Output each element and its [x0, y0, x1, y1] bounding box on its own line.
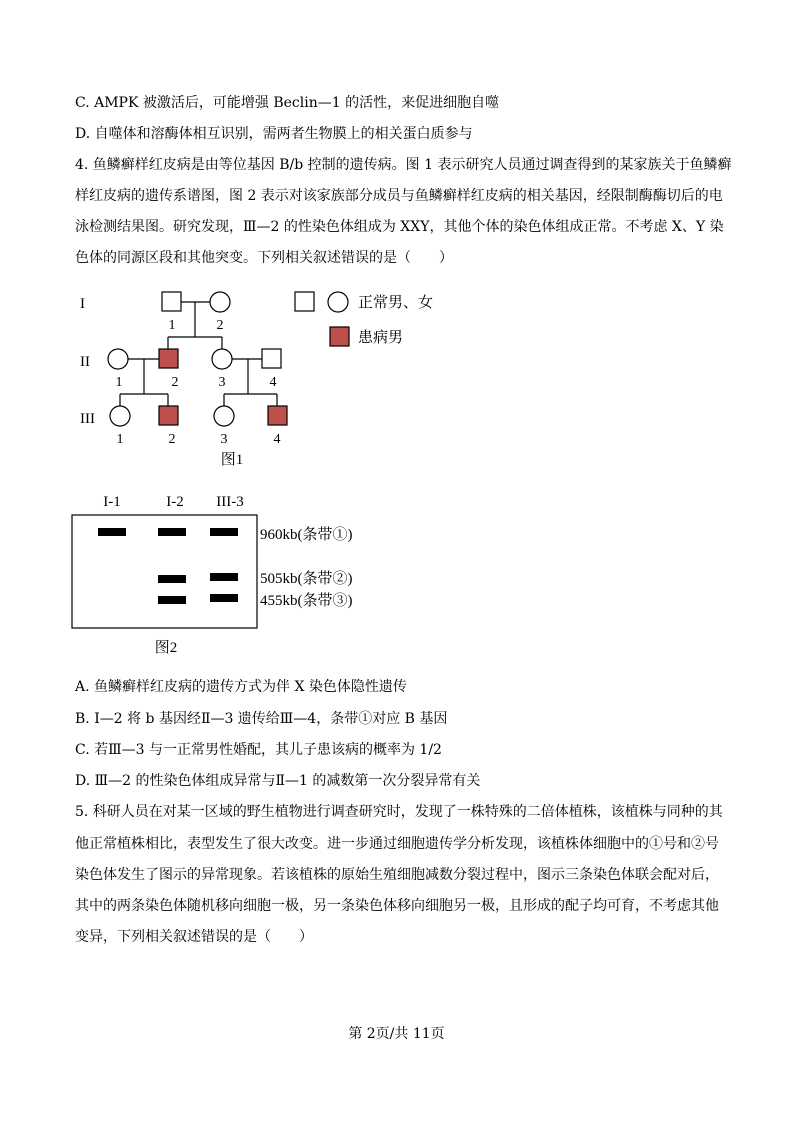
question-4-line-1: 4. 鱼鳞癣样红皮病是由等位基因 B/b 控制的遗传病。图 1 表示研究人员通过调查得到的某家族关于鱼鳞癣	[75, 157, 732, 173]
gel-figure	[60, 488, 380, 660]
label-I-2: 2	[216, 318, 224, 333]
lane-label-I-2: I-2	[166, 494, 184, 510]
band-III-3-960	[210, 528, 238, 536]
legend-affected-label: 患病男	[358, 330, 404, 346]
page-footer: 第 2页/共 11页	[348, 1026, 445, 1042]
band-I-2-960	[158, 528, 186, 536]
individual-I-1	[162, 292, 181, 311]
band-label-505: 505kb(条带②)	[260, 571, 353, 587]
label-II-2: 2	[171, 375, 179, 390]
option-c-q4: C. 若Ⅲ—3 与一正常男性婚配，其儿子患该病的概率为 1/2	[75, 742, 442, 758]
figure-1-caption: 图1	[220, 452, 244, 468]
individual-II-3	[212, 349, 232, 369]
label-III-4: 4	[273, 432, 281, 447]
band-I-2-505	[158, 575, 186, 583]
label-II-1: 1	[115, 375, 123, 390]
label-III-2: 2	[168, 432, 176, 447]
individual-III-4-affected	[268, 406, 287, 425]
question-5-line-2: 他正常植株相比，表型发生了很大改变。进一步通过细胞遗传学分析发现，该植株体细胞中的①号和②号	[75, 836, 719, 852]
band-I-1-960	[98, 528, 126, 536]
question-4-line-3: 泳检测结果图。研究发现，Ⅲ—2 的性染色体组成为 XXY，其他个体的染色体组成正常。不考虑 X、Y 染	[75, 219, 724, 235]
individual-II-1	[108, 349, 128, 369]
legend-normal-male-icon	[295, 292, 314, 311]
question-5-line-5: 变异，下列相关叙述错误的是（ ）	[75, 929, 313, 945]
label-III-3: 3	[220, 432, 228, 447]
question-5-line-1: 5. 科研人员在对某一区域的野生植物进行调查研究时，发现了一株特殊的二倍体植株，该植株与同种的其	[75, 804, 723, 820]
option-d-q3: D. 自噬体和溶酶体相互识别，需两者生物膜上的相关蛋白质参与	[75, 126, 473, 142]
band-label-960: 960kb(条带①)	[260, 527, 353, 543]
individual-II-2-affected	[159, 349, 178, 368]
label-III-1: 1	[116, 432, 124, 447]
individual-III-3	[214, 406, 234, 426]
generation-label-2: II	[80, 354, 90, 370]
band-I-2-455	[158, 596, 186, 604]
option-a-q4: A. 鱼鳞癣样红皮病的遗传方式为伴 X 染色体隐性遗传	[75, 679, 407, 695]
individual-III-1	[110, 406, 130, 426]
option-c-q3: C. AMPK 被激活后，可能增强 Beclin—1 的活性，来促进细胞自噬	[75, 95, 500, 111]
legend-affected-male-icon	[330, 327, 349, 346]
band-III-3-505	[210, 573, 238, 581]
generation-label-3: III	[80, 411, 95, 427]
question-5-line-3: 染色体发生了图示的异常现象。若该植株的原始生殖细胞减数分裂过程中，图示三条染色体联会配对后，	[75, 867, 719, 883]
individual-II-4	[262, 349, 281, 368]
option-b-q4: B. Ⅰ—2 将 b 基因经Ⅱ—3 遗传给Ⅲ—4，条带①对应 B 基因	[75, 711, 448, 727]
question-5-line-4: 其中的两条染色体随机移向细胞一极，另一条染色体移向细胞另一极，且形成的配子均可育，不考虑其他	[75, 898, 719, 914]
individual-III-2-affected	[159, 406, 178, 425]
option-d-q4: D. Ⅲ—2 的性染色体组成异常与Ⅱ—1 的减数第一次分裂异常有关	[75, 773, 481, 789]
question-4-line-4: 色体的同源区段和其他突变。下列相关叙述错误的是（ ）	[75, 250, 453, 266]
pedigree-figure	[70, 282, 470, 472]
band-III-3-455	[210, 594, 238, 602]
legend-normal-label: 正常男、女	[358, 295, 434, 311]
lane-label-III-3: III-3	[216, 494, 244, 510]
label-II-4: 4	[269, 375, 277, 390]
label-II-3: 3	[218, 375, 226, 390]
generation-label-1: I	[80, 296, 85, 312]
figure-2-caption: 图2	[154, 640, 178, 656]
question-4-line-2: 样红皮病的遗传系谱图，图 2 表示对该家族部分成员与鱼鳞癣样红皮病的相关基因，经限制酶酶切后的电	[75, 188, 723, 204]
legend-normal-female-icon	[328, 292, 348, 312]
band-label-455: 455kb(条带③)	[260, 593, 353, 609]
label-I-1: 1	[168, 318, 176, 333]
lane-label-I-1: I-1	[103, 494, 121, 510]
individual-I-2	[210, 292, 230, 312]
